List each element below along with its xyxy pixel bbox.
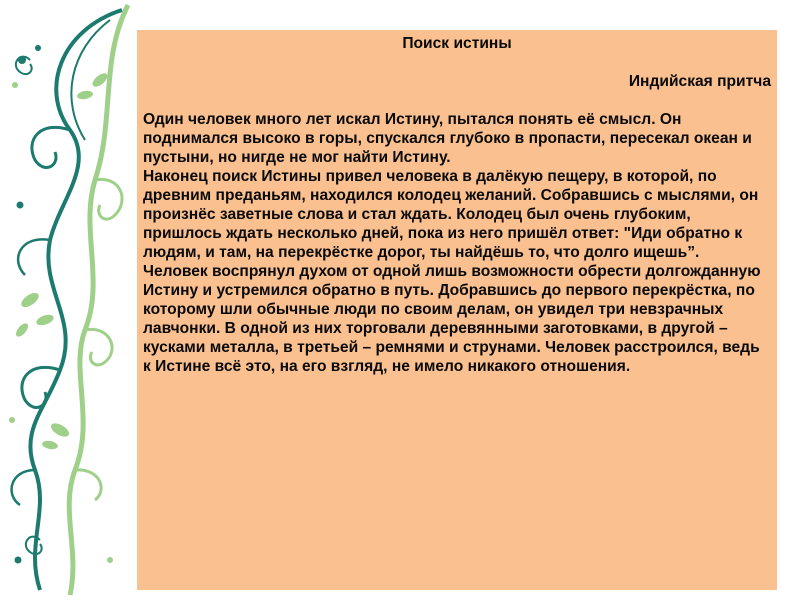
page-title: Поиск истины xyxy=(402,35,512,52)
text-box xyxy=(137,30,777,590)
paragraph: Человек воспрянул духом от одной лишь возможности обрести долгожданную Истину и устремился обратно в путь. Добравшись до первого перекрёстка, по которому шли обычные люди по своим делам, он увидел три невзрачных лавчонки. В одной из них торговали деревянными заготовками, в другой – кусками металла, в третьей – ремнями и струнами. Человек расстроился, ведь к Истине всё это, на его взгляд, не имело никакого отношения. xyxy=(143,263,761,375)
paragraph: Наконец поиск Истины привел человека в далёкую пещеру, в которой, по древним преданьям, находился колодец желаний. Собравшись с мыслями, он произнёс заветные слова и стал ждать. Колодец был очень глубоким, пришлось ждать несколько дней, пока из него пришёл ответ: "Иди обратно к людям, и там, на перекрёстке дорог, ты найдёшь то, что долго ищешь”. xyxy=(143,168,759,261)
spacer xyxy=(143,91,771,110)
floral-ornament xyxy=(0,0,150,600)
spacer xyxy=(143,53,771,72)
page-subtitle: Индийская притча xyxy=(628,73,771,90)
paragraph: Один человек много лет искал Истину, пытался понять её смысл. Он поднимался высоко в горы, спускался глубоко в пропасти, пересекал океан и пустыни, но нигде не мог найти Истину. xyxy=(143,111,752,166)
